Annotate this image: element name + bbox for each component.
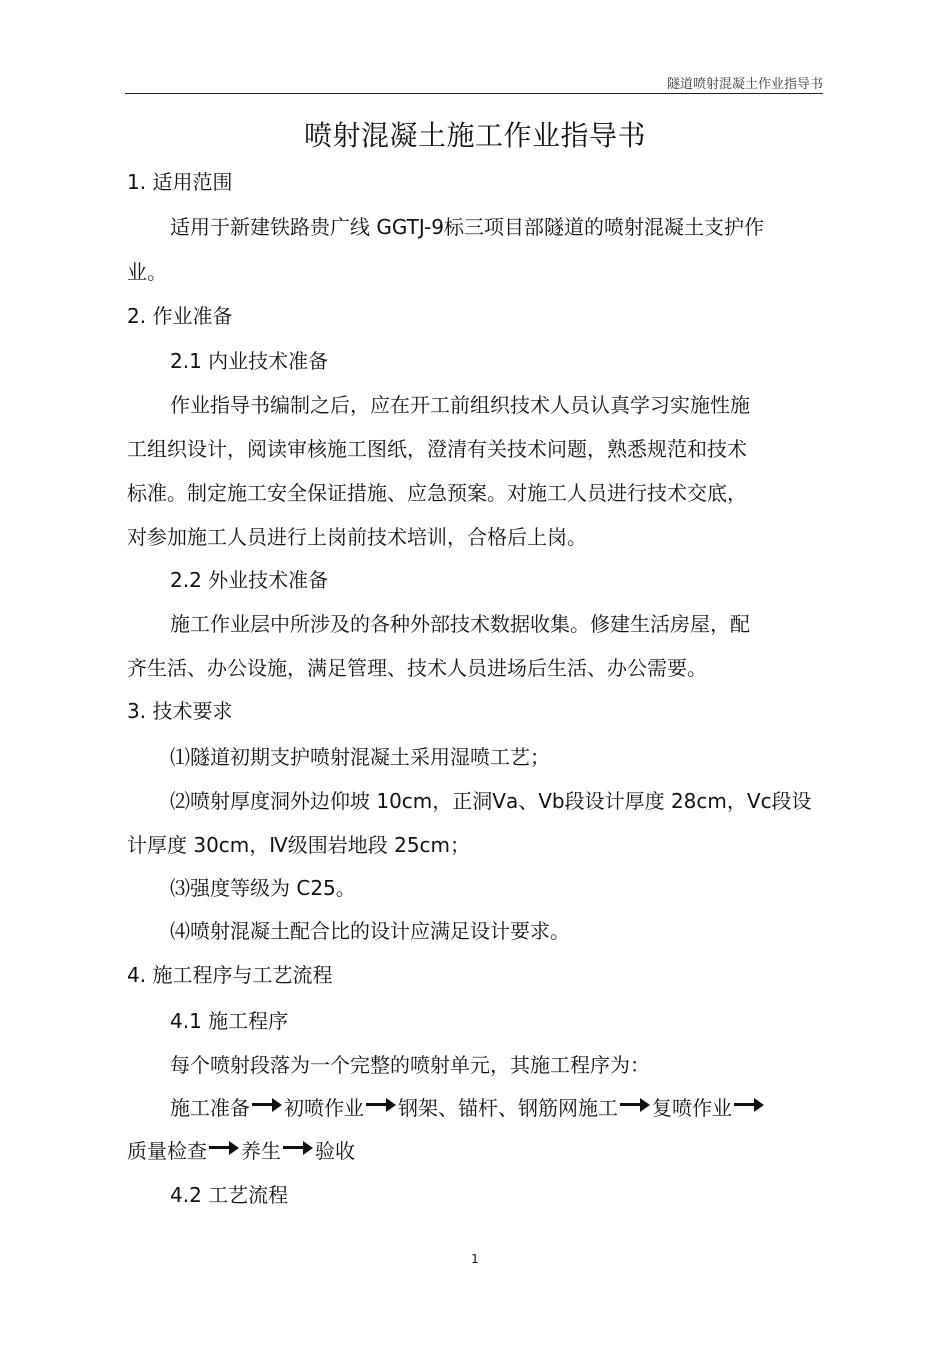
paragraph-line: 工组织设计，阅读审核施工图纸，澄清有关技术问题，熟悉规范和技术 <box>127 437 747 461</box>
paragraph-line: 适用于新建铁路贵广线 GGTJ-9标三项目部隧道的喷射混凝土支护作 <box>170 215 764 239</box>
subsection-heading-2-1: 2.1 内业技术准备 <box>170 349 329 373</box>
arrow-right-icon <box>734 1098 764 1112</box>
paragraph-line: 计厚度 30cm，Ⅳ级围岩地段 25cm； <box>127 833 471 857</box>
paragraph-line: 业。 <box>127 260 167 284</box>
requirement-item: ⑴隧道初期支护喷射混凝土采用湿喷工艺； <box>170 745 550 769</box>
subsection-heading-4-1: 4.1 施工程序 <box>170 1009 289 1033</box>
section-heading-1: 1. 适用范围 <box>127 170 233 194</box>
arrow-right-icon <box>620 1098 650 1112</box>
paragraph-line: 施工作业层中所涉及的各种外部技术数据收集。修建生活房屋，配 <box>170 612 750 636</box>
flow-step: 验收 <box>315 1139 355 1163</box>
document-title: 喷射混凝土施工作业指导书 <box>303 119 646 152</box>
arrow-right-icon <box>252 1098 282 1112</box>
header-rule <box>125 93 823 94</box>
section-heading-4: 4. 施工程序与工艺流程 <box>127 963 333 987</box>
paragraph-line: 每个喷射段落为一个完整的喷射单元，其施工程序为： <box>170 1053 650 1077</box>
paragraph-line: 对参加施工人员进行上岗前技术培训，合格后上岗。 <box>127 525 587 549</box>
flow-step: 养生 <box>241 1139 281 1163</box>
running-header: 隧道喷射混凝土作业指导书 <box>666 77 823 92</box>
arrow-right-icon <box>209 1141 239 1155</box>
section-heading-3: 3. 技术要求 <box>127 699 233 723</box>
arrow-right-icon <box>366 1098 396 1112</box>
flow-step: 复喷作业 <box>652 1096 732 1120</box>
paragraph-line: 齐生活、办公设施，满足管理、技术人员进场后生活、办公需要。 <box>127 656 707 680</box>
paragraph-line: 作业指导书编制之后，应在开工前组织技术人员认真学习实施性施 <box>170 393 750 417</box>
requirement-item: ⑵喷射厚度洞外边仰坡 10cm，正洞Ⅴa、Ⅴb段设计厚度 28cm，Ⅴc段设 <box>170 789 812 813</box>
subsection-heading-2-2: 2.2 外业技术准备 <box>170 568 329 592</box>
process-flow-line-1 <box>170 1094 766 1122</box>
arrow-right-icon <box>283 1141 313 1155</box>
paragraph-line: 标准。制定施工安全保证措施、应急预案。对施工人员进行技术交底， <box>127 481 747 505</box>
subsection-heading-4-2: 4.2 工艺流程 <box>170 1183 289 1207</box>
section-heading-2: 2. 作业准备 <box>127 304 233 328</box>
flow-step: 质量检查 <box>127 1139 207 1163</box>
process-flow-line-2 <box>127 1137 355 1165</box>
flow-step: 初喷作业 <box>284 1096 364 1120</box>
page-number: 1 <box>471 1252 479 1266</box>
requirement-item: ⑶强度等级为 C25。 <box>170 876 356 900</box>
flow-step: 钢架、锚杆、钢筋网施工 <box>398 1096 618 1120</box>
requirement-item: ⑷喷射混凝土配合比的设计应满足设计要求。 <box>170 919 570 943</box>
flow-step: 施工准备 <box>170 1096 250 1120</box>
